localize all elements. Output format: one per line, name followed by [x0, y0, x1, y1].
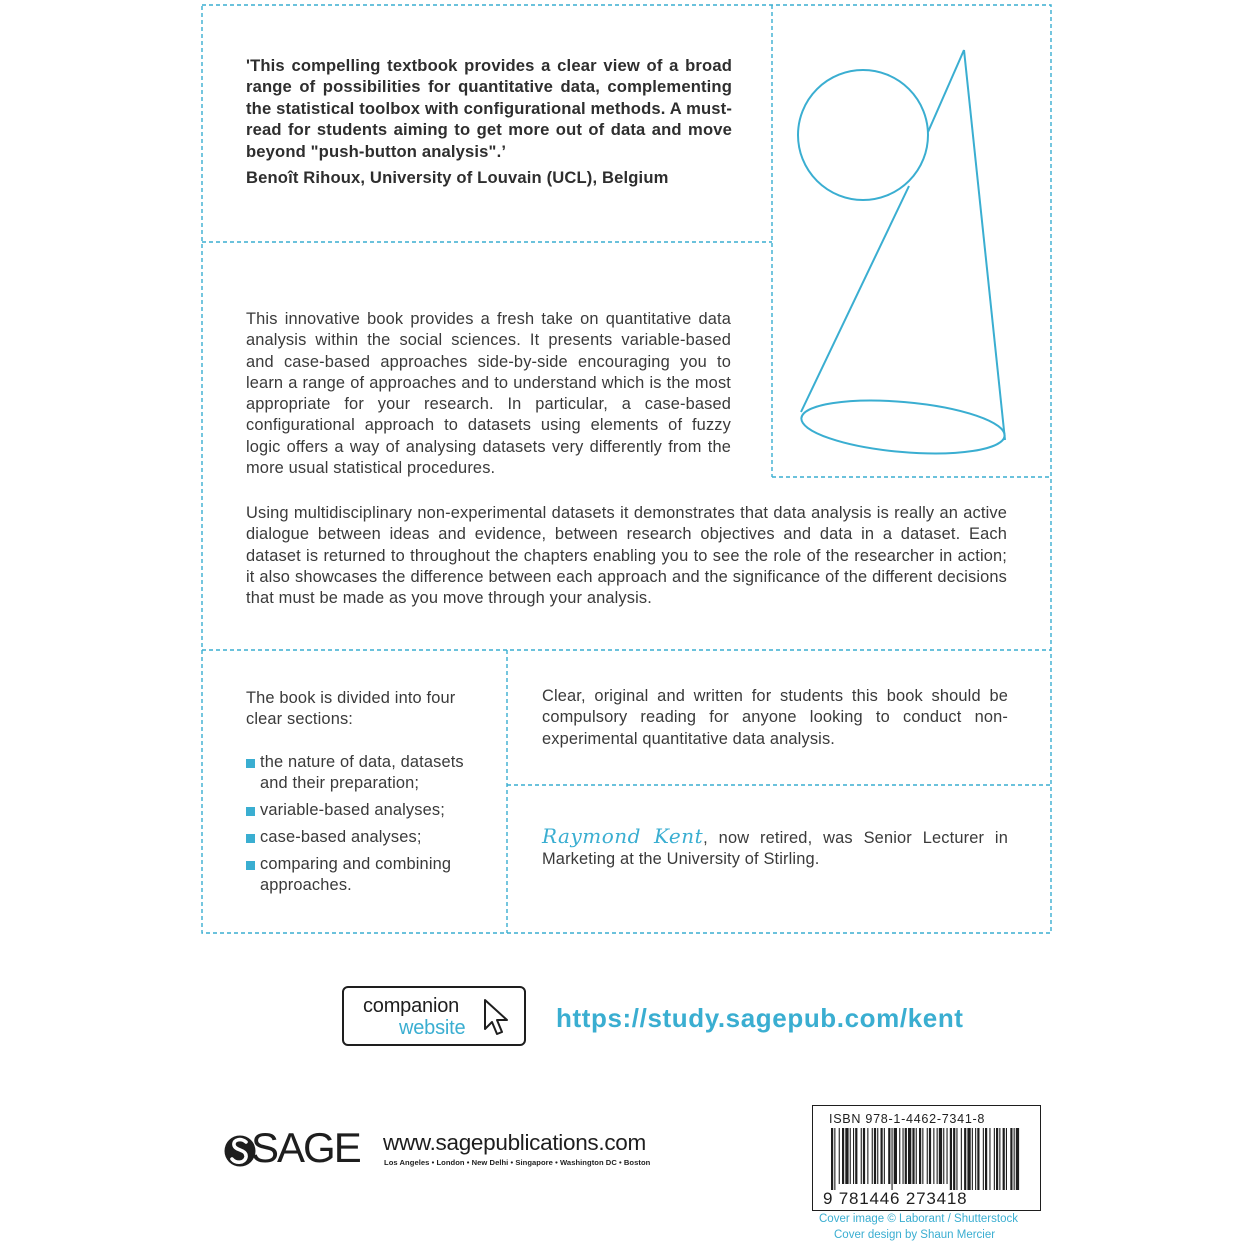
bullet-square-icon: [246, 807, 255, 816]
sections-list: [244, 752, 489, 902]
description-paragraph-1: This innovative book provides a fresh take on quantitative data analysis within the social sciences. It presents variable-based and case-based approaches side-by-side encouraging you to learn a range of approaches and to understand which is the most appropriate for your research. In particular, a case-based configurational approach to datasets using elements of fuzzy logic offers a way of analysing datasets very differently from the more usual statistical procedures.: [246, 310, 731, 478]
list-item: variable-based analyses;: [244, 800, 489, 821]
cone-left-edge: [928, 50, 964, 132]
publisher-cities: Los Angeles • London • New Delhi • Singapore • Washington DC • Boston: [384, 1158, 651, 1167]
cover-design-credit: Cover design by Shaun Mercier: [834, 1229, 996, 1241]
list-item: the nature of data, datasets and their preparation;: [244, 752, 489, 795]
recommendation-text: Clear, original and written for students this book should be compulsory reading for anyone looking to conduct non-experimental quantitative data analysis.: [542, 687, 1008, 748]
list-item: case-based analyses;: [244, 827, 489, 848]
cover-image-credit: Cover image © Laborant / Shutterstock: [819, 1213, 1018, 1225]
list-item: comparing and combining approaches.: [244, 854, 489, 897]
barcode-icon: [829, 1128, 1024, 1190]
companion-website-badge[interactable]: [342, 986, 526, 1046]
author-bio-text: , now retired, was Senior Lecturer in Marketing at the University of Stirling.: [542, 829, 1008, 869]
bullet-square-icon: [246, 834, 255, 843]
quote-attribution: Benoît Rihoux, University of Louvain (UCL), Belgium: [246, 168, 669, 187]
companion-label: companion: [363, 995, 460, 1017]
sage-wordmark: SAGE: [251, 1124, 360, 1171]
bullet-square-icon: [246, 759, 255, 768]
bullet-square-icon: [246, 861, 255, 870]
author-bio: [542, 826, 1008, 871]
cone-base: [799, 393, 1007, 461]
isbn-label: ISBN 978-1-4462-7341-8: [829, 1112, 986, 1126]
sections-intro: The book is divided into four clear sections:: [246, 689, 456, 729]
companion-website-link[interactable]: https://study.sagepub.com/kent: [556, 1003, 964, 1033]
sphere-outline: [798, 70, 928, 200]
review-quote: 'This compelling textbook provides a clear view of a broad range of possibilities for quantitative data, complementing the statistical toolbox with configurational methods. A must-read for students aiming to get more out of data and move beyond "push-button analysis".’: [246, 56, 732, 161]
website-label: website: [399, 1017, 466, 1039]
author-signature: Raymond Kent: [542, 824, 704, 848]
cone-right-edge: [964, 50, 1005, 440]
isbn-digits: 9 781446 273418: [823, 1189, 968, 1208]
description-paragraph-2: Using multidisciplinary non-experimental datasets it demonstrates that data analysis is really an active dialogue between ideas and evidence, between research objectives and data in a dataset. Each dataset is returned to throughout the chapters enabling you to see the role of the researcher in action; it also showcases the difference between each approach and the significance of the different decisions that must be made as you move through your analysis.: [246, 504, 1007, 608]
publisher-website[interactable]: www.sagepublications.com: [383, 1130, 646, 1155]
cursor-arrow-icon: [483, 998, 511, 1042]
